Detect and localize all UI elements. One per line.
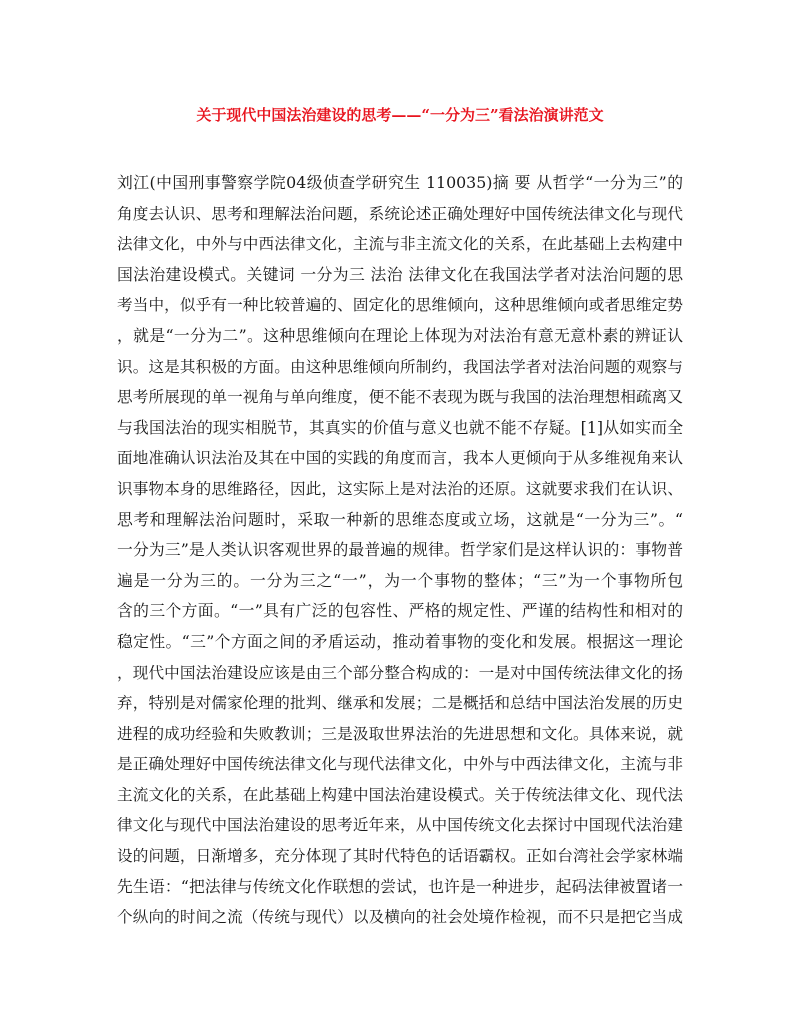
body-line: 设的问题，日渐增多，充分体现了其时代特色的话语霸权。正如台湾社会学家林端 (117, 847, 683, 866)
body-line: 律文化与现代中国法治建设的思考近年来，从中国传统文化去探讨中国现代法治建 (117, 816, 683, 835)
body-line: 识事物本身的思维路径，因此，这实际上是对法治的还原。这就要求我们在认识、 (117, 479, 683, 498)
body-line: 刘江(中国刑事警察学院04级侦查学研究生 110035)摘 要 从哲学“一分为三”的 (117, 173, 683, 192)
body-line: 与我国法治的现实相脱节，其真实的价值与意义也就不能不存疑。[1]从如实而全 (117, 417, 683, 437)
body-line: 思考和理解法治问题时，采取一种新的思维态度或立场，这就是“一分为三”。“ (117, 509, 683, 529)
body-line: ，现代中国法治建设应该是由三个部分整合构成的：一是对中国传统法律文化的扬 (117, 663, 683, 682)
body-line: 法律文化，中外与中西法律文化，主流与非主流文化的关系，在此基础上去构建中 (117, 235, 683, 254)
body-line: 是正确处理好中国传统法律文化与现代法律文化，中外与中西法律文化，主流与非 (117, 755, 683, 774)
body-line: 主流文化的关系，在此基础上构建中国法治建设模式。关于传统法律文化、现代法 (117, 785, 683, 804)
body-line: 角度去认识、思考和理解法治问题，系统论述正确处理好中国传统法律文化与现代 (117, 204, 683, 223)
body-line: 个纵向的时间之流（传统与现代）以及横向的社会处境作检视，而不只是把它当成 (117, 908, 683, 927)
document-body (117, 168, 683, 933)
body-line: ，就是“一分为二”。这种思维倾向在理论上体现为对法治有意无意朴素的辨证认 (117, 325, 683, 345)
body-line: 国法治建设模式。关键词 一分为三 法治 法律文化在我国法学者对法治问题的思 (117, 264, 683, 284)
body-line: 先生语：“把法律与传统文化作联想的尝试，也许是一种进步，起码法律被置诸一 (117, 876, 683, 896)
body-line: 思考所展现的单一视角与单向维度，便不能不表现为既与我国的法治理想相疏离又 (117, 388, 683, 407)
body-line: 面地准确认识法治及其在中国的实践的角度而言，我本人更倾向于从多维视角来认 (117, 449, 683, 468)
body-line: 弃，特别是对儒家伦理的批判、继承和发展；二是概括和总结中国法治发展的历史 (117, 694, 683, 713)
body-line: 遍是一分为三的。一分为三之“一”，为一个事物的整体；“三”为一个事物所包 (117, 570, 683, 590)
body-line: 识。这是其积极的方面。由这种思维倾向所制约，我国法学者对法治问题的观察与 (117, 357, 683, 376)
document-title: 关于现代中国法治建设的思考——“一分为三”看法治演讲范文 (196, 106, 604, 124)
body-line: 进程的成功经验和失败教训；三是汲取世界法治的先进思想和文化。具体来说，就 (117, 724, 683, 743)
body-line: 一分为三”是人类认识客观世界的最普遍的规律。哲学家们是这样认识的：事物普 (117, 540, 683, 560)
body-line: 含的三个方面。“一”具有广泛的包容性、严格的规定性、严谨的结构性和相对的 (117, 601, 683, 621)
body-line: 稳定性。“三”个方面之间的矛盾运动，推动着事物的变化和发展。根据这一理论 (117, 631, 683, 651)
body-line: 考当中，似乎有一种比较普遍的、固定化的思维倾向，这种思维倾向或者思维定势 (117, 296, 683, 315)
